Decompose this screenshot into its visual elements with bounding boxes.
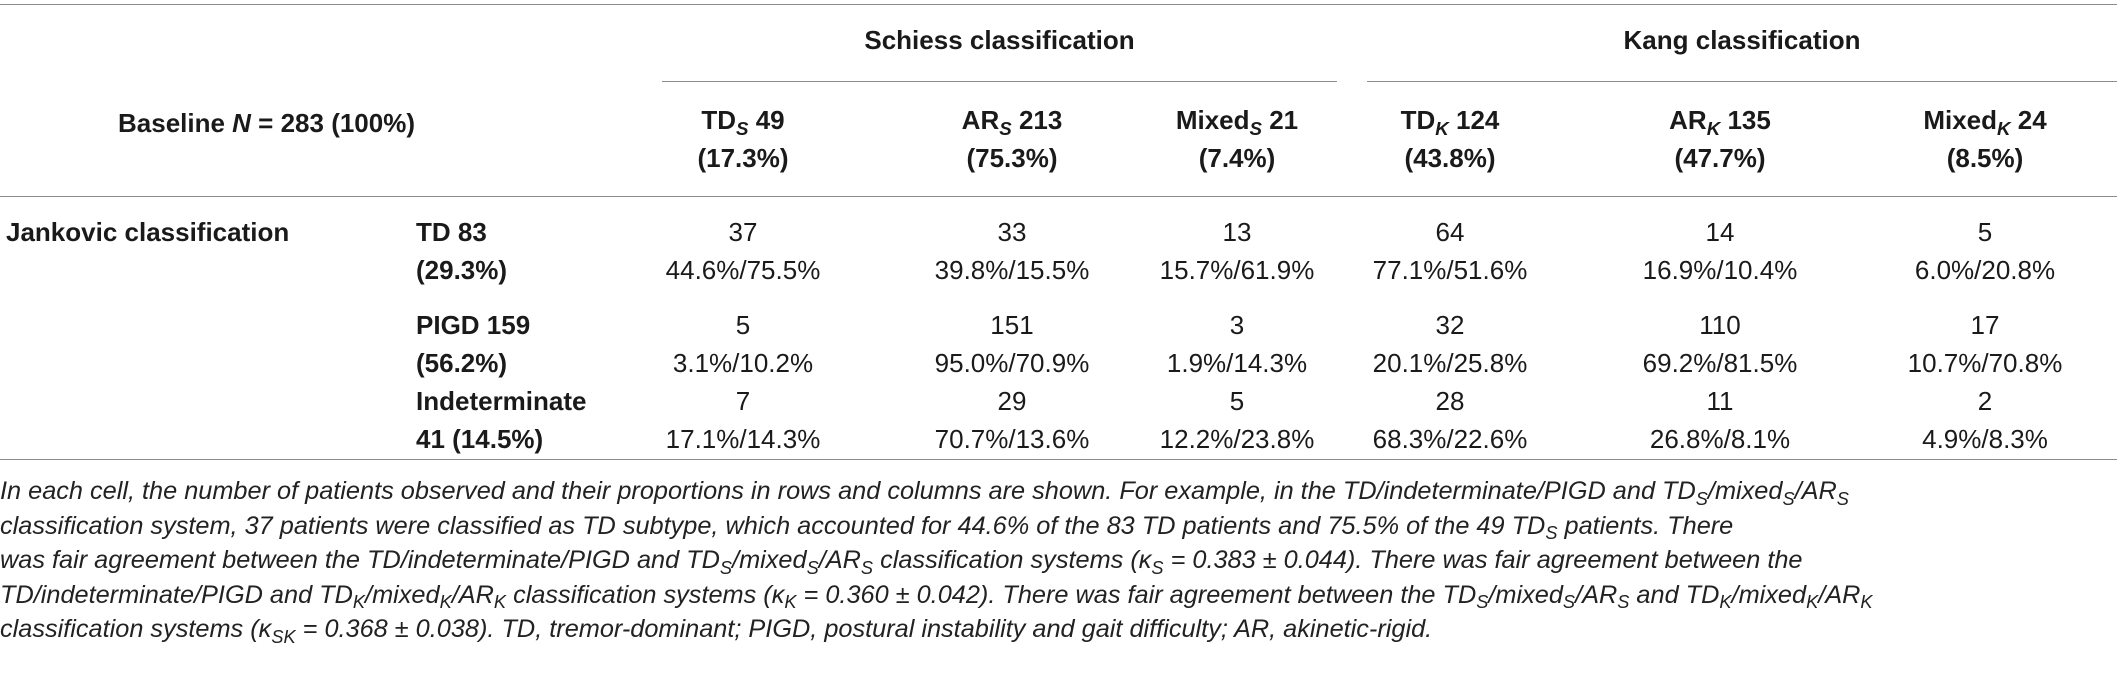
cell-count: 151: [990, 310, 1034, 340]
cell-proportions: 95.0%/70.9%: [934, 348, 1090, 378]
cell-proportions: 16.9%/10.4%: [1642, 255, 1798, 285]
row-label-line2: (29.3%): [416, 255, 508, 285]
column-header-6-pct: (8.5%): [1946, 143, 2024, 173]
cell-count: 37: [728, 217, 758, 247]
schiess-group-rule: [662, 81, 1337, 82]
kang-group-rule: [1367, 81, 2117, 82]
header-bottom-rule: [0, 196, 2117, 197]
column-header-name: TD: [701, 105, 737, 135]
column-header-count: 213: [1011, 105, 1063, 135]
cell-count: 64: [1435, 217, 1465, 247]
column-header-count: 124: [1448, 105, 1500, 135]
footnote-line-3: was fair agreement between the TD/indeterminate/PIGD and $TD_S/mixed_S/AR_S$ classification systems $(\kappa_S = 0.383 \pm 0.044)$. There was fair agreement between the: [0, 546, 1803, 578]
table-bottom-rule: [0, 459, 2117, 460]
column-header-4-line1: [1320, 104, 1580, 137]
cell-proportions: 12.2%/23.8%: [1159, 424, 1315, 454]
row-label-line1: Indeterminate: [416, 386, 587, 416]
cell-proportions: 1.9%/14.3%: [1166, 348, 1308, 378]
column-header-name: AR: [961, 105, 1000, 135]
column-header-subscript: K: [1706, 117, 1721, 139]
row-label-line1: TD 83: [416, 217, 487, 247]
table-footnote: [0, 474, 2110, 647]
column-header-name: AR: [1669, 105, 1707, 135]
cell-count: 29: [997, 386, 1027, 416]
column-header-subscript: K: [1435, 117, 1449, 139]
column-header-count: 135: [1720, 105, 1771, 135]
column-header-count: 21: [1262, 105, 1299, 135]
column-header-4-pct: (43.8%): [1404, 143, 1496, 173]
row-label-line2: 41 (14.5%): [416, 424, 544, 454]
cell-proportions: 20.1%/25.8%: [1372, 348, 1528, 378]
column-header-subscript: S: [736, 117, 749, 139]
column-header-6-line1: [1855, 104, 2115, 137]
column-header-1-pct: (17.3%): [697, 143, 789, 173]
cell-proportions: 6.0%/20.8%: [1914, 255, 2056, 285]
cell-count: 5: [1977, 217, 1993, 247]
column-header-subscript: K: [1997, 117, 2011, 139]
cell-count: 17: [1970, 310, 2000, 340]
column-header-1-line1: [613, 104, 873, 137]
column-header-count: 49: [748, 105, 785, 135]
cell-proportions: 26.8%/8.1%: [1649, 424, 1791, 454]
kang-group-header: Kang classification: [1623, 25, 1861, 55]
row-group-label: Jankovic classification: [6, 217, 290, 247]
cell-proportions: 44.6%/75.5%: [665, 255, 821, 285]
footnote-line-1: In each cell, the number of patients observed and their proportions in rows and columns are shown. For example, in the TD/indeterminate/PIGD and $TD_S/mixed_S/AR_S$: [0, 477, 1849, 509]
cell-proportions: 4.9%/8.3%: [1922, 424, 2048, 454]
column-header-2-line1: [882, 104, 1142, 137]
cell-count: 33: [997, 217, 1027, 247]
cell-count: 3: [1229, 310, 1245, 340]
cell-proportions: 77.1%/51.6%: [1372, 255, 1528, 285]
footnote-line-2: classification system, 37 patients were classified as TD subtype, which accounted for 44.6% of the 83 TD patients and 75.5% of the 49 $TD_S$ patients. There: [0, 511, 1734, 544]
column-header-5-line1: [1590, 104, 1850, 137]
top-rule: [0, 4, 2117, 5]
baseline-label: Baseline N = 283 (100%): [118, 108, 416, 138]
column-header-3-pct: (7.4%): [1198, 143, 1276, 173]
cell-count: 11: [1706, 386, 1734, 416]
cell-count: 5: [1229, 386, 1245, 416]
cell-proportions: 15.7%/61.9%: [1159, 255, 1315, 285]
column-header-subscript: S: [1249, 117, 1262, 139]
cell-proportions: 17.1%/14.3%: [665, 424, 821, 454]
column-header-count: 24: [2010, 105, 2047, 135]
footnote-line-4: TD/indeterminate/PIGD and $TD_K/mixed_K/AR_K$ classification systems $(\kappa_K = 0.360 \pm 0.042)$. There was fair agreement between the $TD_S/mixed_S/AR_S$ and $TD_K/mixed_K/AR_K$: [0, 580, 1873, 613]
cell-proportions: 3.1%/10.2%: [672, 348, 814, 378]
cell-count: 2: [1977, 386, 1993, 416]
column-header-name: TD: [1400, 105, 1436, 135]
row-label-line2: (56.2%): [416, 348, 508, 378]
footnote-line-5: classification systems $(\kappa_{SK} = 0.368 \pm 0.038)$. TD, tremor-dominant; PIGD, postural instability and gait difficulty; AR, akinetic-rigid.: [0, 615, 1433, 647]
column-header-5-pct: (47.7%): [1674, 143, 1766, 173]
cell-proportions: 10.7%/70.8%: [1907, 348, 2063, 378]
column-header-name: Mixed: [1175, 105, 1250, 135]
column-header-name: Mixed: [1923, 105, 1997, 135]
cell-count: 110: [1699, 310, 1741, 340]
schiess-group-header: Schiess classification: [864, 25, 1135, 55]
cell-count: 5: [735, 310, 751, 340]
cell-count: 14: [1705, 217, 1735, 247]
cell-count: 32: [1435, 310, 1465, 340]
cell-count: 13: [1222, 217, 1252, 247]
row-label-line1: PIGD 159: [416, 310, 531, 340]
cell-proportions: 39.8%/15.5%: [934, 255, 1090, 285]
cell-proportions: 68.3%/22.6%: [1372, 424, 1528, 454]
column-header-2-pct: (75.3%): [966, 143, 1058, 173]
cell-proportions: 70.7%/13.6%: [934, 424, 1090, 454]
cell-count: 28: [1435, 386, 1465, 416]
column-header-subscript: S: [999, 117, 1012, 139]
cell-count: 7: [735, 386, 751, 416]
cell-proportions: 69.2%/81.5%: [1642, 348, 1798, 378]
